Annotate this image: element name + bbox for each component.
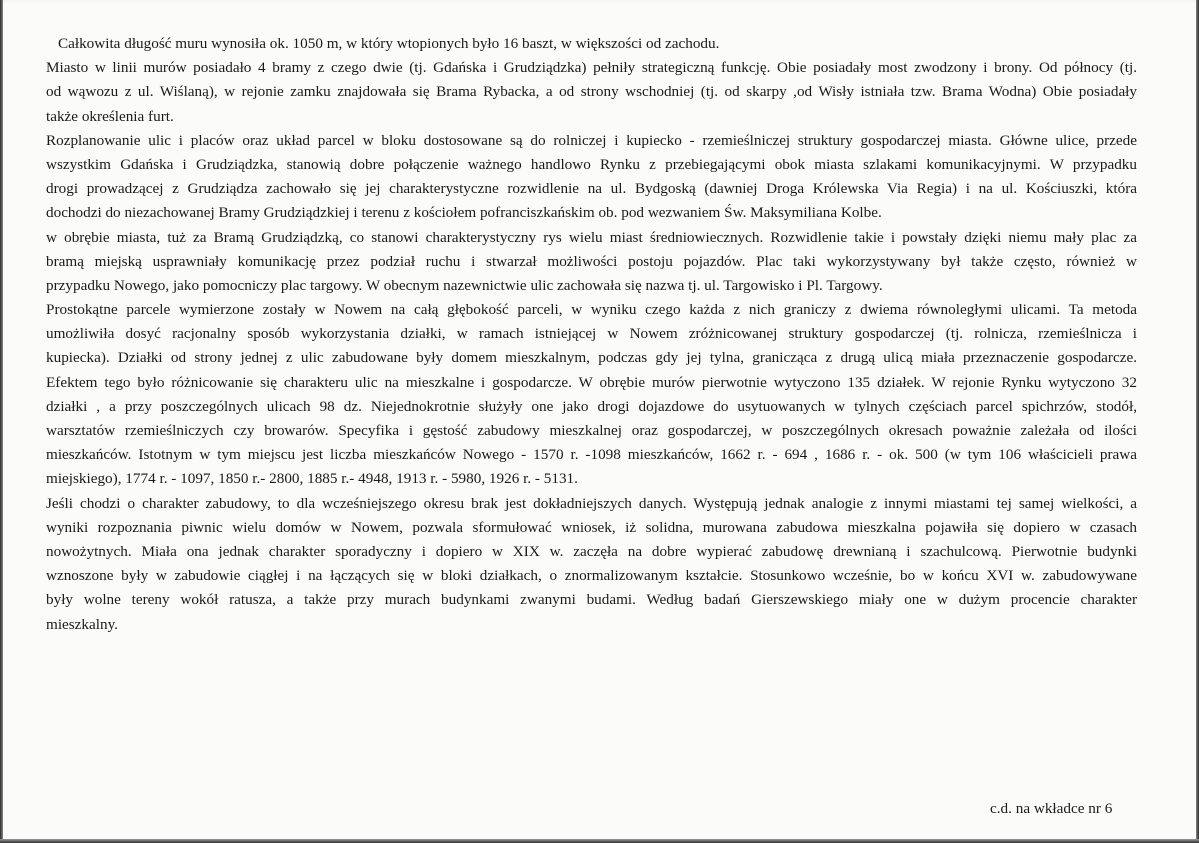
text-line: Efektem tego było różnicowanie się charakteru ulic na mieszkalne i gospodarcze. W obrębie murów pierwotnie wytyczono 135 działek. W rejonie Rynku wytyczono 32 bbox=[46, 373, 1137, 391]
text-line: dochodzi do niezachowanej Bramy Grudziądzkiej i terenu z kościołem pofranciszkańskim ob. pod wezwaniem Św. Maksymiliana Kolbe. bbox=[46, 204, 882, 222]
text-line: wszystkim Gdańska i Grudziądzka, stanowią dobre połączenie ważnego handlowo Rynku z przebiegającymi obok miasta szlakami komunikacyjnymi. W przypadku bbox=[46, 155, 1137, 173]
text-line: wyniki rozpoznania piwnic wielu domów w Nowem, pozwala sformułować wniosek, iż solidna, murowana zabudowa mieszkalna pojawiła się dopiero w czasach bbox=[46, 518, 1137, 536]
text-line: miejskiego), 1774 r. - 1097, 1850 r.- 2800, 1885 r.- 4948, 1913 r. - 5980, 1926 r. - 5131. bbox=[46, 470, 578, 488]
text-line: Jeśli chodzi o charakter zabudowy, to dla wcześniejszego okresu brak jest dokładniejszych danych. Występują jednak analogie z innymi miastami tej samej wielkości, a bbox=[46, 494, 1137, 512]
text-line: od wąwozu z ul. Wiślaną), w rejonie zamku znajdowała się Brama Rybacka, a od strony wschodniej (tj. od skarpy ,od Wisły istniała tzw. Brama Wodna) Obie posiadały bbox=[46, 83, 1137, 101]
text-line: wznoszone były w zabudowie ciągłej i na łączących się w bloki działkach, o znormalizowanym kształcie. Stosunkowo wcześnie, bo w końcu XVI w. zabudowywane bbox=[46, 567, 1137, 585]
document-body bbox=[46, 32, 1146, 637]
continuation-note: c.d. na wkładce nr 6 bbox=[990, 800, 1113, 817]
text-line: kupiecka). Działki od strony jednej z ulic zabudowane były domem mieszkalnym, podczas gdy jej tylna, granicząca z drugą ulicą miała przeznaczenie gospodarcze. bbox=[46, 349, 1137, 367]
text-line: przypadku Nowego, jako pomocniczy plac targowy. W obecnym nazewnictwie ulic zachowała się nazwa tj. ul. Targowisko i Pl. Targowy. bbox=[46, 276, 883, 294]
text-line: w obrębie miasta, tuż za Bramą Grudziądzką, co stanowi charakterystyczny rys wielu miast średniowiecznych. Rozwidlenie takie i powstały dzięki niemu mały plac za bbox=[46, 228, 1137, 246]
text-line: Rozplanowanie ulic i placów oraz układ parcel w bloku dostosowane są do rolniczej i kupiecko - rzemieślniczej struktury gospodarczej miasta. Główne ulice, przede bbox=[46, 131, 1137, 149]
scan-edge-bottom bbox=[0, 839, 1199, 843]
text-line: umożliwiła dosyć racjonalny sposób wykorzystania działki, w ramach istniejącej w Nowem zróżnicowanej struktury gospodarczej (tj. rolnicza, rzemieślnicza i bbox=[46, 325, 1137, 343]
text-line: warsztatów rzemieślniczych czy browarów. Specyfika i gęstość zabudowy mieszkalnej oraz gospodarczej, w poszczególnych okresach poważnie zależała od ilości bbox=[46, 422, 1137, 439]
text-line: mieszkańców. Istotnym w tym miejscu jest liczba mieszkańców Nowego - 1570 r. -1098 mieszkańców, 1662 r. - 694 , 1686 r. - ok. 500 (w tym 106 właścicieli prawa bbox=[46, 446, 1137, 464]
text-line: Miasto w linii murów posiadało 4 bramy z czego dwie (tj. Gdańska i Grudziądzka) pełniły strategiczną funkcję. Obie posiadały most zwodzony i brony. Od północy (tj. bbox=[46, 59, 1137, 77]
text-line: Całkowita długość muru wynosiła ok. 1050 m, w który wtopionych było 16 baszt, w większości od zachodu. bbox=[58, 35, 720, 52]
text-line: nowożytnych. Miała ona jednak charakter sporadyczny i dopiero w XIX w. zaczęła na dobre wypierać zabudowę drewnianą i szachulcową. Pierwotnie budynki bbox=[46, 542, 1137, 560]
text-line: były wolne tereny wokół ratusza, a także przy murach budynkami zwanymi budami. Według badań Gierszewskiego miały one w dużym procencie charakter bbox=[46, 591, 1137, 609]
text-line: drogi prowadzącej z Grudziądza zachowało się jej charakterystyczne rozwidlenie na ul. Bydgoską (dawniej Droga Królewska Via Regia) i na ul. Kościuszki, która bbox=[46, 180, 1137, 198]
text-line: działki , a przy poszczególnych ulicach 98 dz. Niejednokrotnie służyły one jako drogi dojazdowe do usytuowanych w tylnych częściach parcel spichrzów, stodół, bbox=[46, 397, 1137, 415]
text-line: także określenia furt. bbox=[46, 107, 174, 125]
text-line: Prostokątne parcele wymierzone zostały w Nowem na całą głębokość parceli, w wyniku czego każda z nich graniczy z dwiema równoległymi ulicami. Ta metoda bbox=[46, 301, 1137, 319]
scan-edge-left bbox=[0, 0, 3, 843]
text-line: mieszkalny. bbox=[46, 615, 118, 633]
text-line: bramą miejską usprawniały komunikację przez podział ruchu i stwarzał możliwości postoju pojazdów. Plac taki wykorzystywany był także często, również w bbox=[46, 252, 1137, 270]
